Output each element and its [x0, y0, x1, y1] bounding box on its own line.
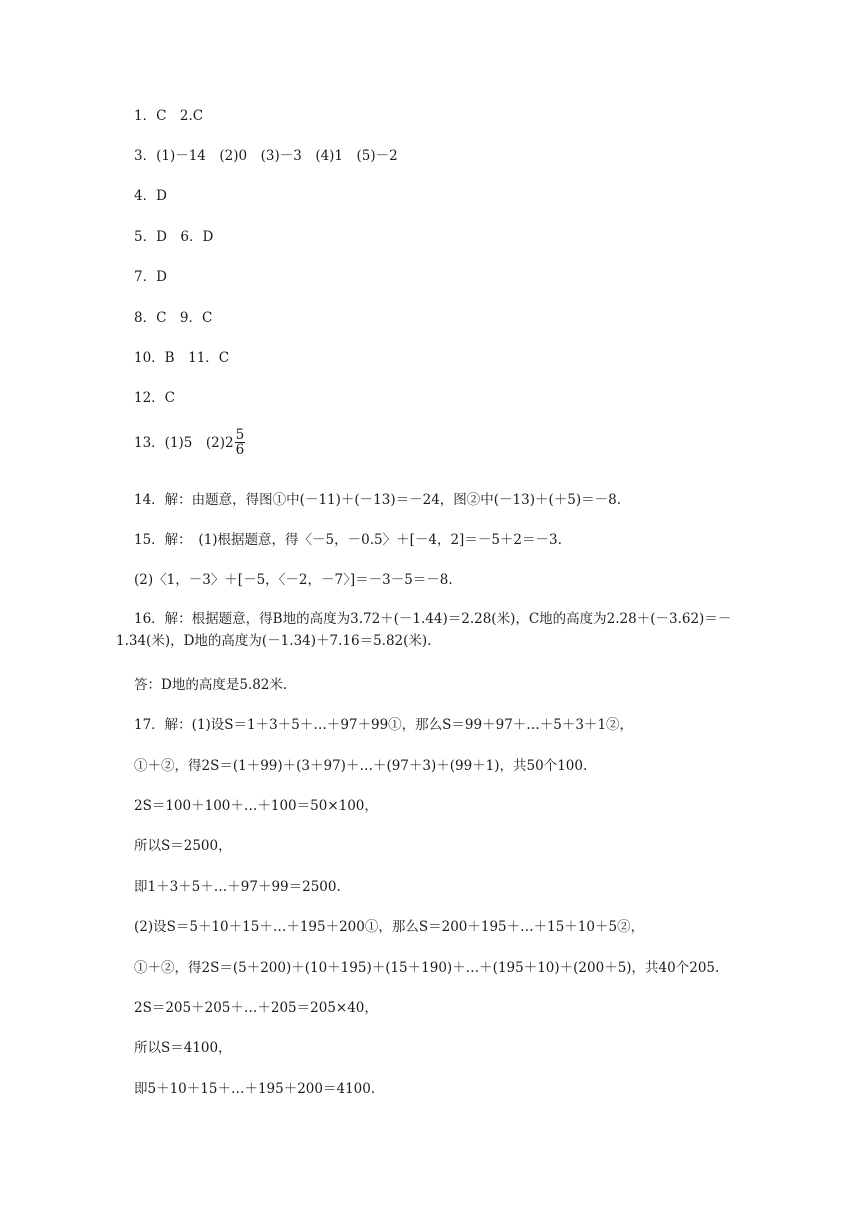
answer-15-part-1: 15．解： (1)根据题意，得〈－5，－0.5〉＋[－4，2]＝－5＋2＝－3. [134, 532, 562, 548]
answer-17-line-2: ①＋②，得2S＝(1＋99)＋(3＋97)＋…＋(97＋3)＋(99＋1)，共50个100. [134, 758, 588, 774]
answer-17-line-1: 17．解：(1)设S＝1＋3＋5＋…＋97＋99①，那么S＝99＋97＋…＋5＋3＋1②， [134, 717, 634, 733]
answer-4: 4．D [134, 188, 167, 204]
fraction-denominator: 6 [235, 442, 245, 458]
answer-17-line-5: 即1＋3＋5＋…＋97＋99＝2500. [134, 879, 341, 895]
answer-8-9: 8．C 9．C [134, 310, 213, 326]
answer-7: 7．D [134, 269, 167, 285]
answer-17-line-8: 2S＝205＋205＋…＋205＝205×40， [134, 1000, 378, 1016]
answer-5-6: 5．D 6．D [134, 229, 214, 245]
answer-12: 12．C [134, 390, 176, 406]
answer-17-line-10: 即5＋10＋15＋…＋195＋200＝4100. [134, 1081, 376, 1097]
answer-10-11: 10．B 11．C [134, 350, 230, 366]
answer-17-line-9: 所以S＝4100， [134, 1040, 232, 1056]
answer-3: 3．(1)－14 (2)0 (3)－3 (4)1 (5)－2 [134, 148, 398, 164]
answer-17-line-7: ①＋②，得2S＝(5＋200)＋(10＋195)＋(15＋190)＋…＋(195＋10)＋(200＋5)，共40个205. [134, 960, 720, 976]
answer-13-prefix: 13．(1)5 (2) [134, 434, 226, 451]
answer-17-line-4: 所以S＝2500， [134, 838, 232, 854]
answer-1-2: 1．C 2.C [134, 108, 204, 124]
answer-16-conclusion: 答：D地的高度是5.82米. [134, 677, 288, 693]
mixed-number-whole: 2 [225, 434, 234, 451]
answer-15-part-2: (2)〈1，－3〉＋[－5，〈－2，－7〉]＝－3－5＝－8. [134, 572, 453, 588]
answer-14: 14．解：由题意，得图①中(－11)＋(－13)＝－24，图②中(－13)＋(＋5)＝－8. [134, 492, 621, 508]
fraction-numerator: 5 [235, 427, 245, 443]
answer-16: 16．解：根据题意，得B地的高度为3.72＋(－1.44)＝2.28(米)，C地的高度为2.28＋(－3.62)＝－1.34(米)，D地的高度为(－1.34)＋7.16＝5.82(米). [116, 611, 732, 649]
fraction [235, 428, 246, 457]
answer-13 [134, 428, 245, 457]
answer-17-line-6: (2)设S＝5＋10＋15＋…＋195＋200①，那么S＝200＋195＋…＋15＋10＋5②， [134, 919, 645, 935]
answer-17-line-3: 2S＝100＋100＋…＋100＝50×100， [134, 798, 378, 814]
